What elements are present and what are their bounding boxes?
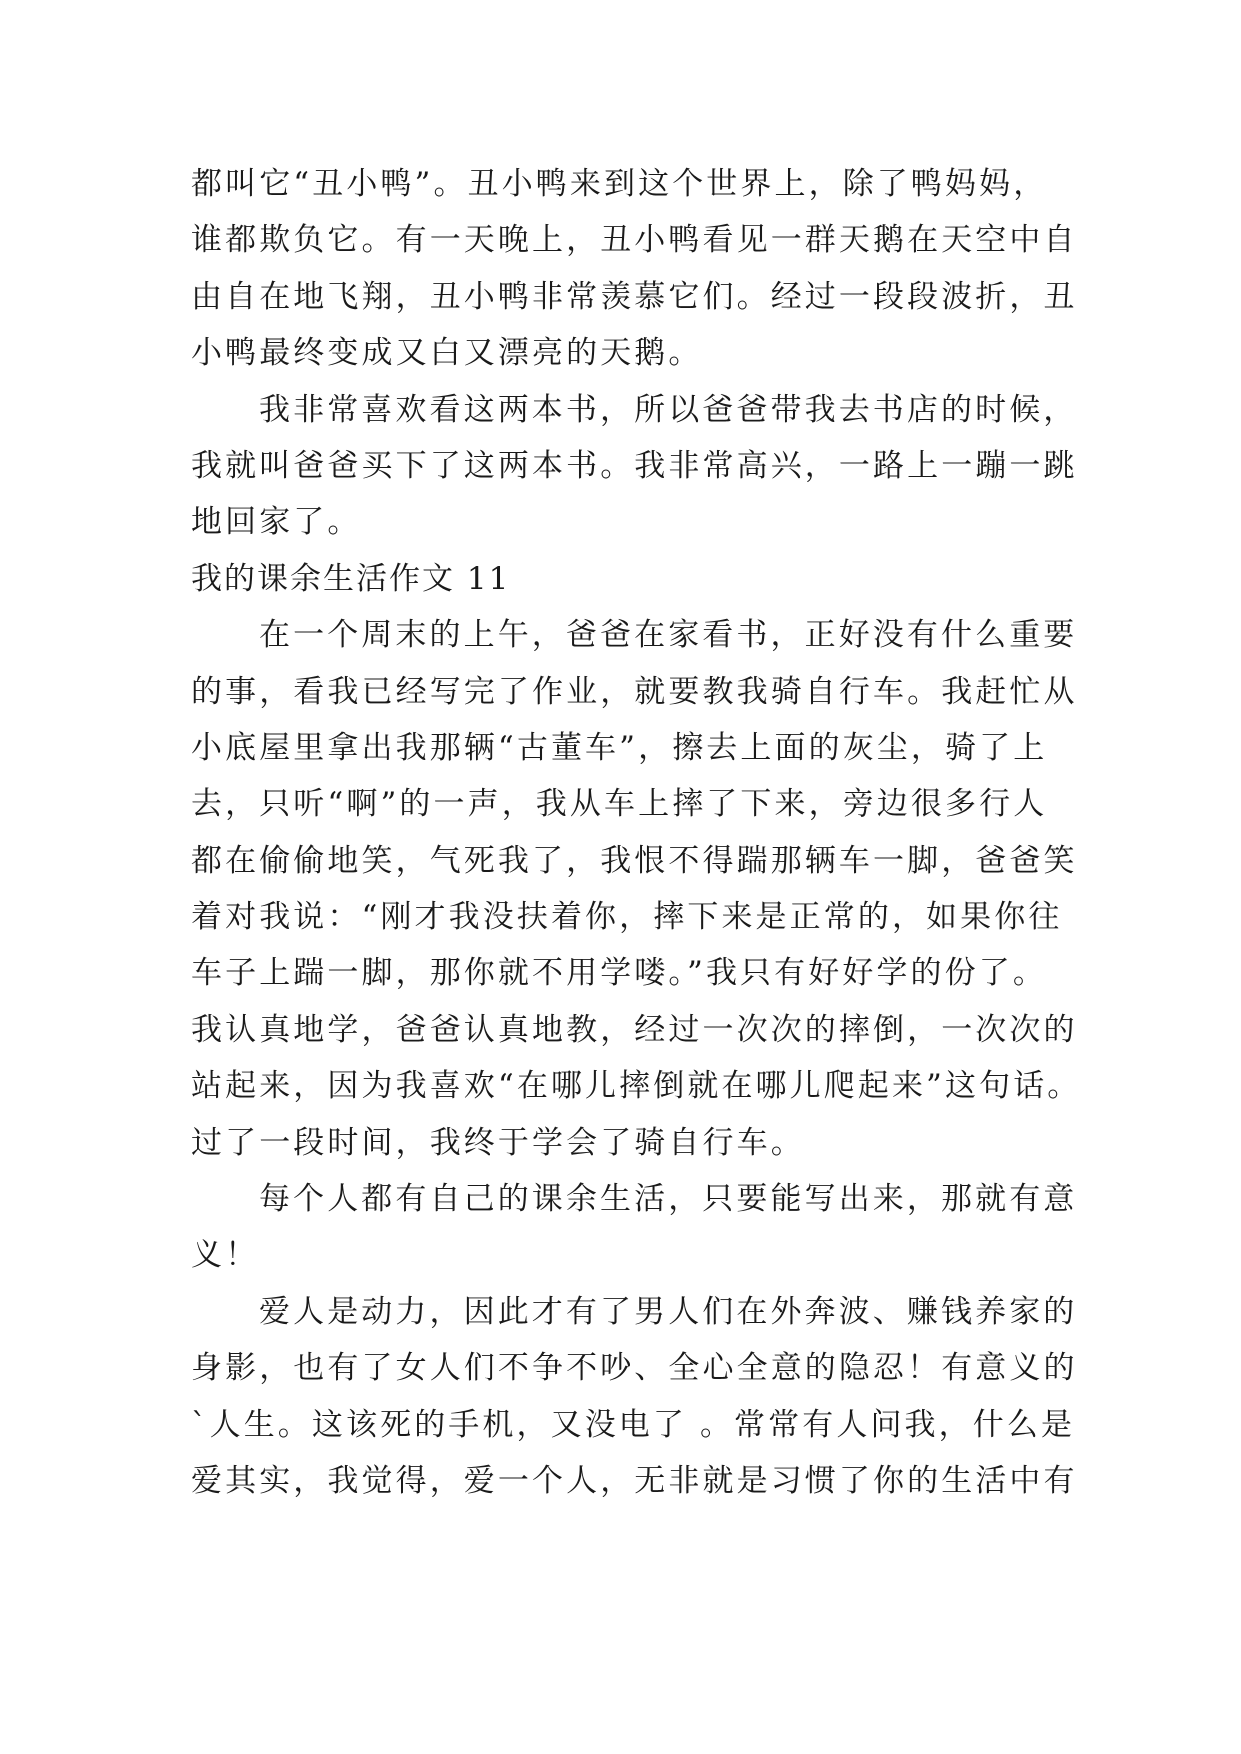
text-line: 小鸭最终变成又白又漂亮的天鹅。 — [191, 335, 703, 372]
section-heading: 我的课余生活作文 11 — [191, 560, 511, 597]
text-line: 由自在地飞翔，丑小鸭非常羡慕它们。经过一段段波折，丑 — [191, 278, 1078, 315]
document-body — [191, 156, 1082, 1509]
text-line: 义！ — [191, 1237, 260, 1274]
text-line: `人生。这该死的手机，又没电了 。常常有人问我，什么是 — [191, 1406, 1076, 1443]
text-line: 过了一段时间，我终于学会了骑自行车。 — [191, 1124, 805, 1161]
text-line: 地回家了。 — [191, 504, 362, 541]
text-line: 谁都欺负它。有一天晚上，丑小鸭看见一群天鹅在天空中自 — [191, 222, 1078, 259]
paragraph-first-line: 爱人是动力，因此才有了男人们在外奔波、赚钱养家的 — [259, 1293, 1078, 1330]
paragraph-first-line: 我非常喜欢看这两本书，所以爸爸带我去书店的时候， — [259, 391, 1078, 428]
text-line: 小底屋里拿出我那辆“古董车”，擦去上面的灰尘，骑了上 — [191, 729, 1048, 766]
text-line: 身影，也有了女人们不争不吵、全心全意的隐忍！有意义的 — [191, 1350, 1078, 1387]
text-line: 去，只听“啊”的一声，我从车上摔了下来，旁边很多行人 — [191, 786, 1048, 823]
text-line: 都在偷偷地笑，气死我了，我恨不得踹那辆车一脚，爸爸笑 — [191, 842, 1078, 879]
text-line: 着对我说：“刚才我没扶着你，摔下来是正常的，如果你往 — [191, 899, 1063, 936]
paragraph-first-line: 每个人都有自己的课余生活，只要能写出来，那就有意 — [259, 1181, 1078, 1218]
text-line: 的事，看我已经写完了作业，就要教我骑自行车。我赶忙从 — [191, 673, 1078, 710]
text-line: 都叫它“丑小鸭”。丑小鸭来到这个世界上，除了鸭妈妈， — [191, 166, 1048, 202]
text-line: 车子上踹一脚，那你就不用学喽。”我只有好好学的份了。 — [191, 955, 1047, 992]
text-line: 站起来，因为我喜欢“在哪儿摔倒就在哪儿爬起来”这句话。 — [191, 1068, 1082, 1105]
text-line: 爱其实，我觉得，爱一个人，无非就是习惯了你的生活中有 — [191, 1462, 1078, 1499]
paragraph-first-line: 在一个周末的上午，爸爸在家看书，正好没有什么重要 — [259, 617, 1078, 654]
text-line: 我认真地学，爸爸认真地教，经过一次次的摔倒，一次次的 — [191, 1011, 1078, 1048]
text-line: 我就叫爸爸买下了这两本书。我非常高兴，一路上一蹦一跳 — [191, 447, 1078, 484]
